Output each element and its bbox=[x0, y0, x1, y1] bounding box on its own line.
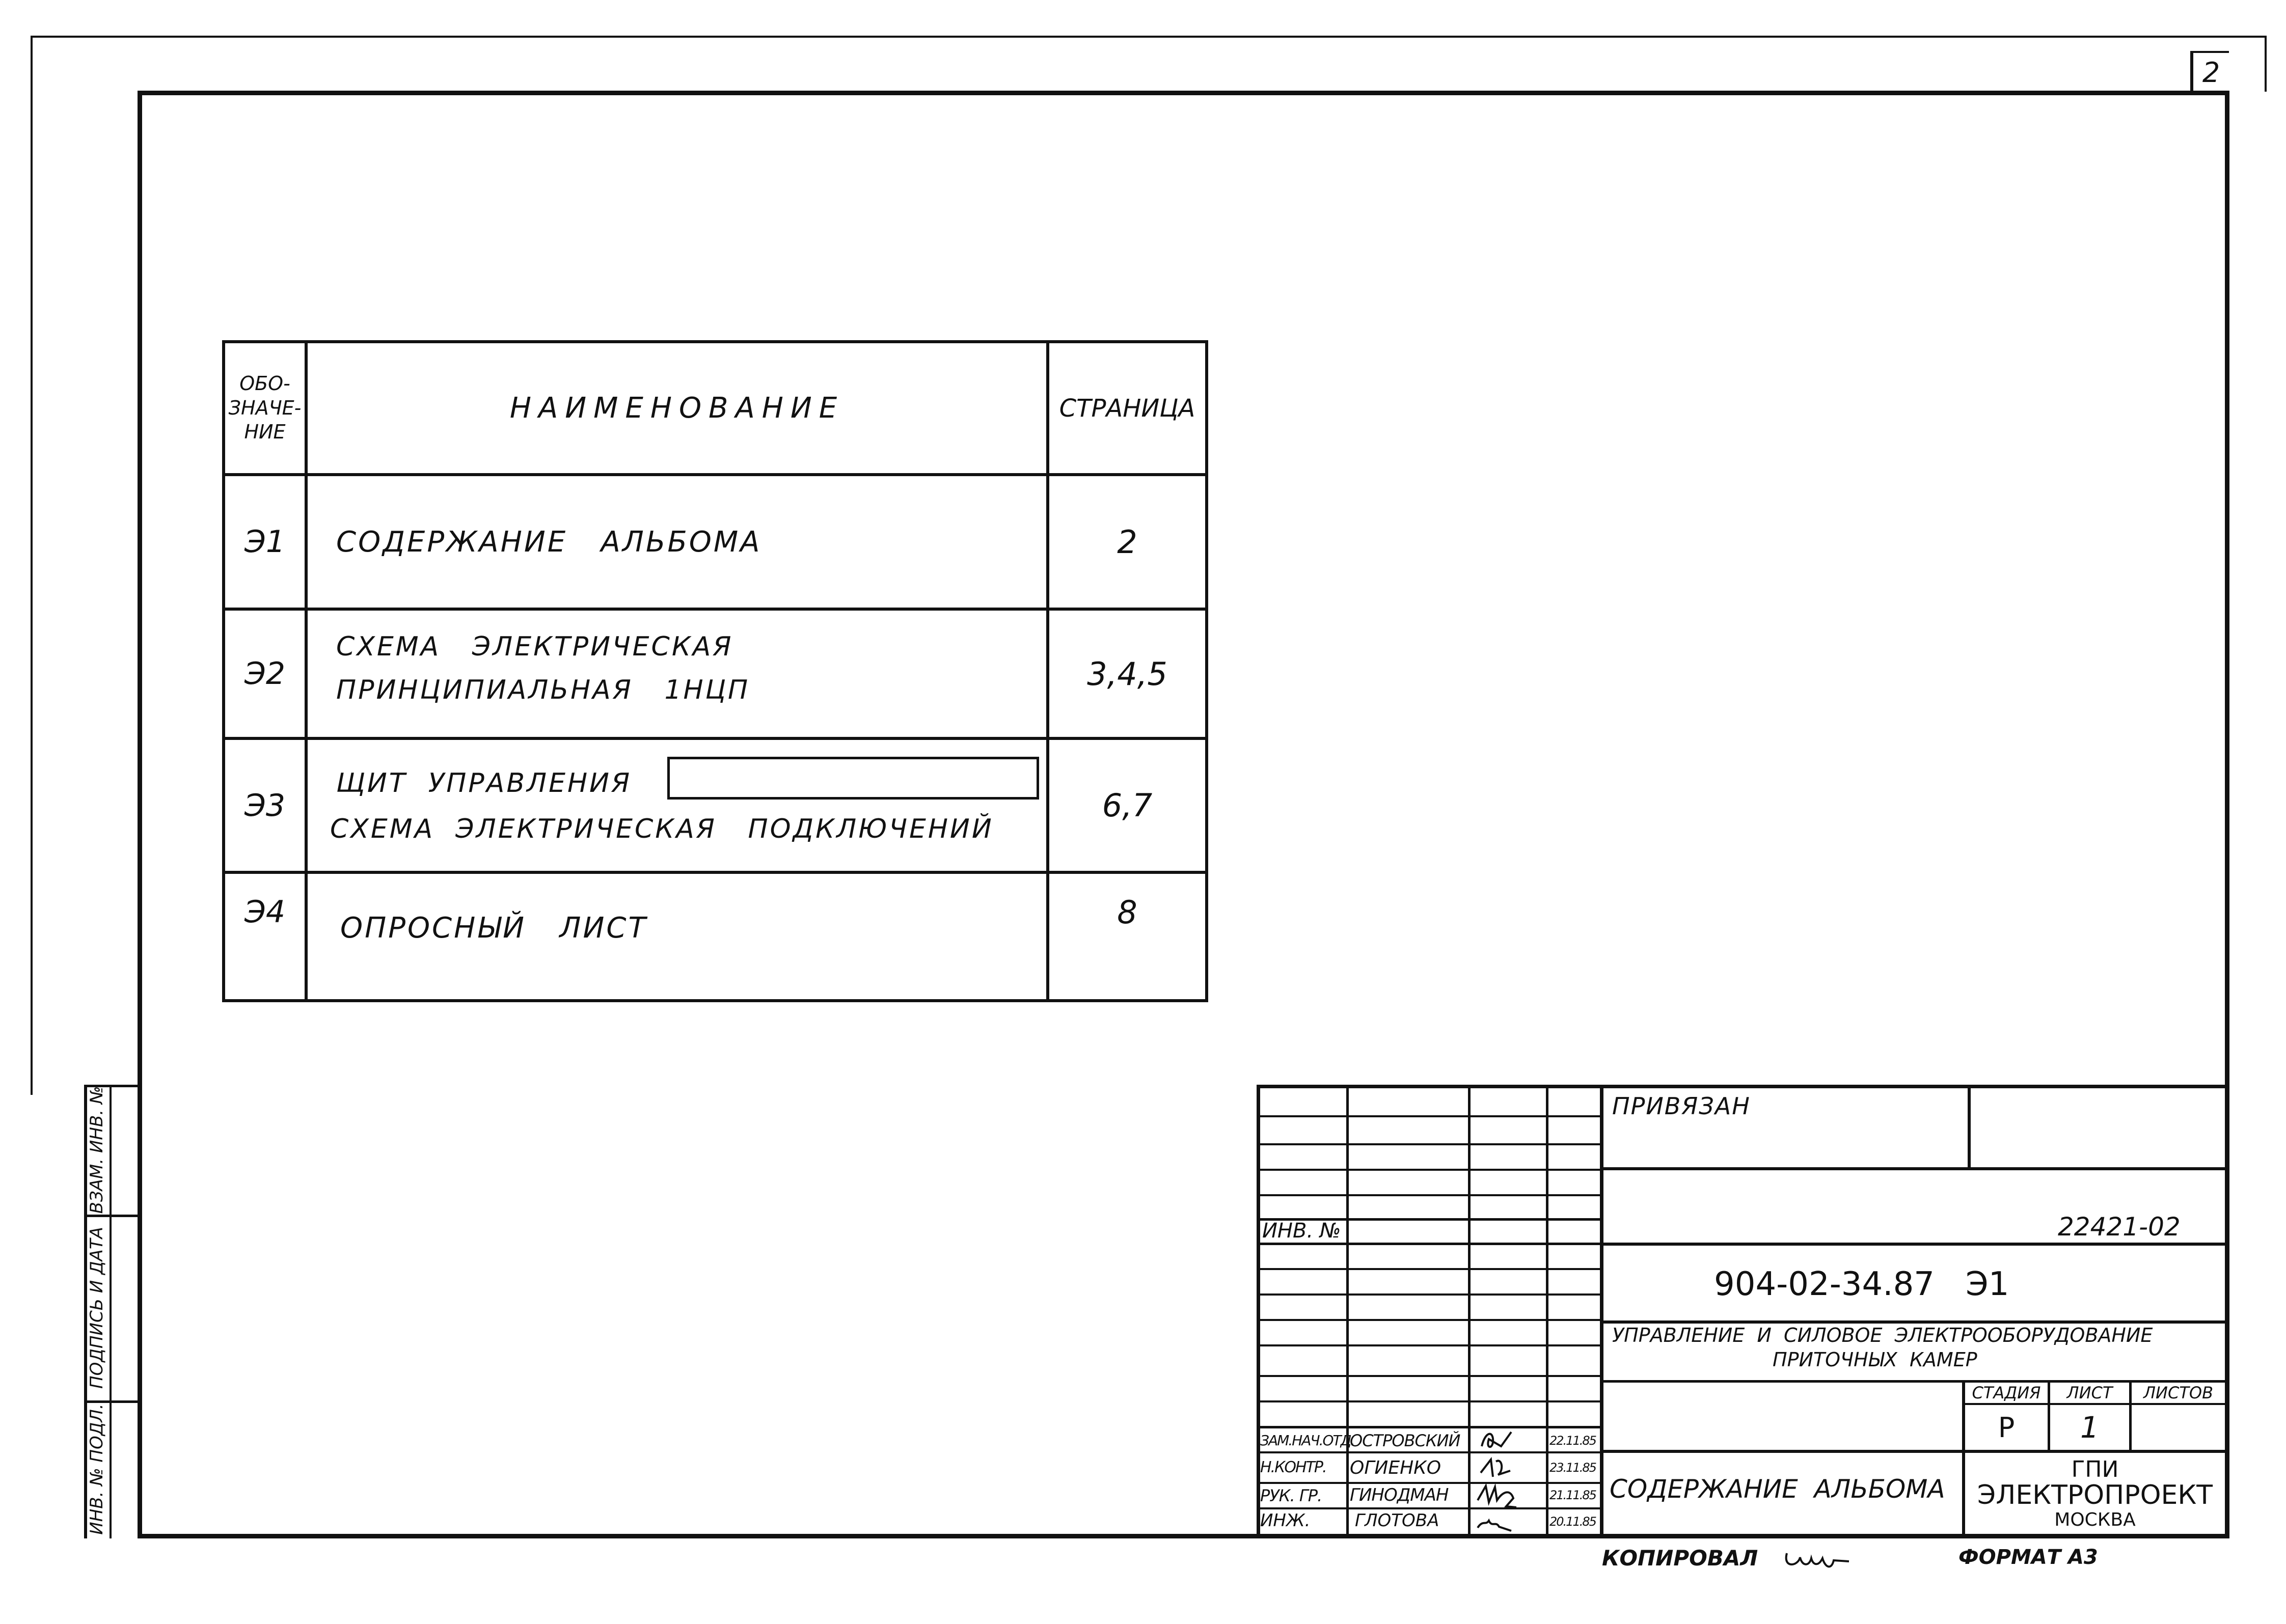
inv-no-label: ИНВ. № bbox=[1262, 1219, 1341, 1243]
side-stamp-inv-podl: ИНВ. № ПОДЛ. bbox=[87, 1403, 107, 1535]
frame-bottom bbox=[138, 1534, 2229, 1538]
row-2-name-line2: ПРИНЦИПИАЛЬНАЯ 1НЦП bbox=[336, 675, 750, 705]
sig-role-1: ЗАМ.НАЧ.ОТД. bbox=[1260, 1432, 1354, 1449]
row-3-page: 6,7 bbox=[1102, 787, 1153, 824]
sig-role-2: Н.КОНТР. bbox=[1260, 1458, 1326, 1476]
sig-date-1: 22.11.85 bbox=[1549, 1434, 1596, 1448]
sheet-number: 2 bbox=[2202, 56, 2220, 89]
signature-scribbles bbox=[1471, 1426, 1547, 1536]
sheet-header: ЛИСТ bbox=[2066, 1383, 2113, 1402]
sig-date-4: 20.11.85 bbox=[1549, 1515, 1596, 1529]
row-3-blank-box bbox=[667, 757, 1039, 800]
sig-name-1: ОСТРОВСКИЙ bbox=[1350, 1431, 1460, 1450]
sig-role-4: ИНЖ. bbox=[1260, 1510, 1311, 1531]
row-1-name: СОДЕРЖАНИЕ АЛЬБОМА bbox=[336, 525, 762, 559]
privyazan-label: ПРИВЯЗАН bbox=[1612, 1092, 1751, 1120]
row-1-designation: Э1 bbox=[244, 524, 286, 560]
sig-name-3: ГИНОДМАН bbox=[1350, 1485, 1449, 1505]
row-2-page: 3,4,5 bbox=[1087, 655, 1167, 693]
row-3-name-line2: СХЕМА ЭЛЕКТРИЧЕСКАЯ ПОДКЛЮЧЕНИЙ bbox=[330, 814, 994, 844]
row-4-page: 8 bbox=[1117, 893, 1137, 931]
sheet-title: СОДЕРЖАНИЕ АЛЬБОМА bbox=[1610, 1474, 1945, 1504]
sig-name-2: ОГИЕНКО bbox=[1350, 1457, 1441, 1478]
stage-header: СТАДИЯ bbox=[1972, 1383, 2041, 1402]
footer-format: ФОРМАТ А3 bbox=[1958, 1546, 2098, 1569]
sig-role-3: РУК. ГР. bbox=[1260, 1486, 1322, 1505]
footer-copied: КОПИРОВАЛ bbox=[1602, 1546, 1758, 1571]
frame-top bbox=[138, 91, 2229, 95]
row-3-designation: Э3 bbox=[244, 787, 286, 823]
project-code: 904-02-34.87 Э1 bbox=[1714, 1265, 2009, 1303]
sheets-header: ЛИСТОВ bbox=[2143, 1383, 2214, 1402]
sig-date-2: 23.11.85 bbox=[1549, 1461, 1596, 1475]
row-1-page: 2 bbox=[1117, 523, 1137, 561]
frame-left bbox=[138, 91, 142, 1538]
archive-number: 22421-02 bbox=[2058, 1212, 2181, 1242]
sig-date-3: 21.11.85 bbox=[1549, 1488, 1596, 1502]
row-4-name: ОПРОСНЫЙ ЛИСТ bbox=[340, 912, 648, 945]
header-page: СТРАНИЦА bbox=[1059, 394, 1195, 423]
org-line1: ГПИ bbox=[2071, 1456, 2119, 1482]
header-designation: ОБО- ЗНАЧЕ- НИЕ bbox=[228, 372, 302, 444]
row-4-designation: Э4 bbox=[244, 894, 286, 930]
org-line3: МОСКВА bbox=[2054, 1509, 2136, 1530]
sig-name-4: ГЛОТОВА bbox=[1355, 1510, 1439, 1531]
header-name: НАИМЕНОВАНИЕ bbox=[509, 392, 845, 425]
side-stamp-vzam-inv: ВЗАМ. ИНВ. № bbox=[87, 1086, 107, 1214]
row-2-designation: Э2 bbox=[244, 656, 286, 692]
org-line2: ЭЛЕКТРОПРОЕКТ bbox=[1977, 1480, 2213, 1510]
project-title-line1: УПРАВЛЕНИЕ И СИЛОВОЕ ЭЛЕКТРООБОРУДОВАНИЕ bbox=[1612, 1324, 2153, 1346]
row-2-name-line1: СХЕМА ЭЛЕКТРИЧЕСКАЯ bbox=[336, 631, 733, 662]
sheets-value bbox=[2132, 1405, 2225, 1450]
stage-value: Р bbox=[1998, 1411, 2015, 1444]
row-3-name-line1: ЩИТ УПРАВЛЕНИЯ bbox=[336, 768, 632, 799]
footer-copied-signature bbox=[1783, 1543, 1869, 1574]
sheet-value: 1 bbox=[2080, 1410, 2099, 1445]
project-title-line2: ПРИТОЧНЫХ КАМЕР bbox=[1773, 1348, 1977, 1371]
side-stamp-signature-date: ПОДПИСЬ И ДАТА bbox=[87, 1227, 107, 1389]
